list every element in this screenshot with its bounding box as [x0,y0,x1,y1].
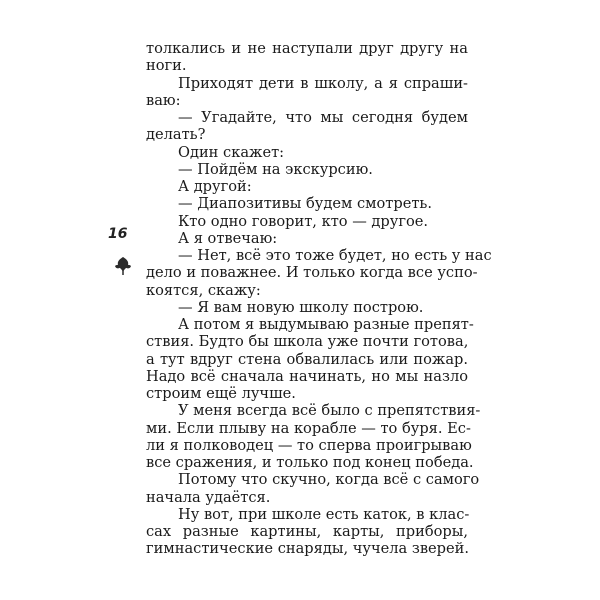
text-line: — Пойдём на экскурсию. [178,160,373,178]
leaf-ornament-icon [112,254,134,276]
body-text [146,40,492,558]
text-line: ваю: [146,91,181,109]
text-line: дело и поважнее. И только когда все успо- [146,264,478,282]
text-line: ствия. Будто бы школа уже почти готова, [146,333,469,351]
text-line: Ну вот, при школе есть каток, в клас- [178,505,470,523]
text-line: — Диапозитивы будем смотреть. [178,195,433,213]
text-line: строим ещё лучше. [146,385,296,402]
text-line: А я отвечаю: [178,229,278,247]
text-line: ми. Если плыву на корабле — то буря. Ес- [146,419,471,437]
text-line: все сражения, и только под конец победа. [146,454,474,471]
text-line: — Я вам новую школу построю. [178,298,424,316]
text-line: толкались и не наступали друг другу на [146,40,468,57]
text-line: ли я полководец — то сперва проигрываю [146,436,472,454]
text-line: — Угадайте, что мы сегодня будем [178,109,468,126]
text-line: У меня всегда всё было с препятствия- [178,402,481,420]
text-line: А другой: [178,178,252,195]
text-line: Надо всё сначала начинать, но мы назло [146,367,468,385]
text-line: Кто одно говорит, кто — другое. [178,212,429,230]
text-line: А потом я выдумываю разные препят- [178,316,474,333]
text-line: Приходят дети в школу, а я спраши- [178,74,468,92]
text-line: гимнастические снаряды, чучела зверей. [146,540,470,558]
text-line: сах разные картины, карты, приборы, [146,523,468,540]
text-line: начала удаётся. [146,488,271,506]
text-line: Один скажет: [178,143,285,161]
text-line: делать? [146,126,206,144]
text-line: коятся, скажу: [146,281,261,299]
text-line: а тут вдруг стена обвалилась или пожар. [146,350,468,368]
text-line: Потому что скучно, когда всё с самого [178,471,480,489]
text-line: — Нет, всё это тоже будет, но есть у нас [178,247,492,264]
page-number: 16 [108,226,128,242]
text-line: ноги. [146,57,187,75]
